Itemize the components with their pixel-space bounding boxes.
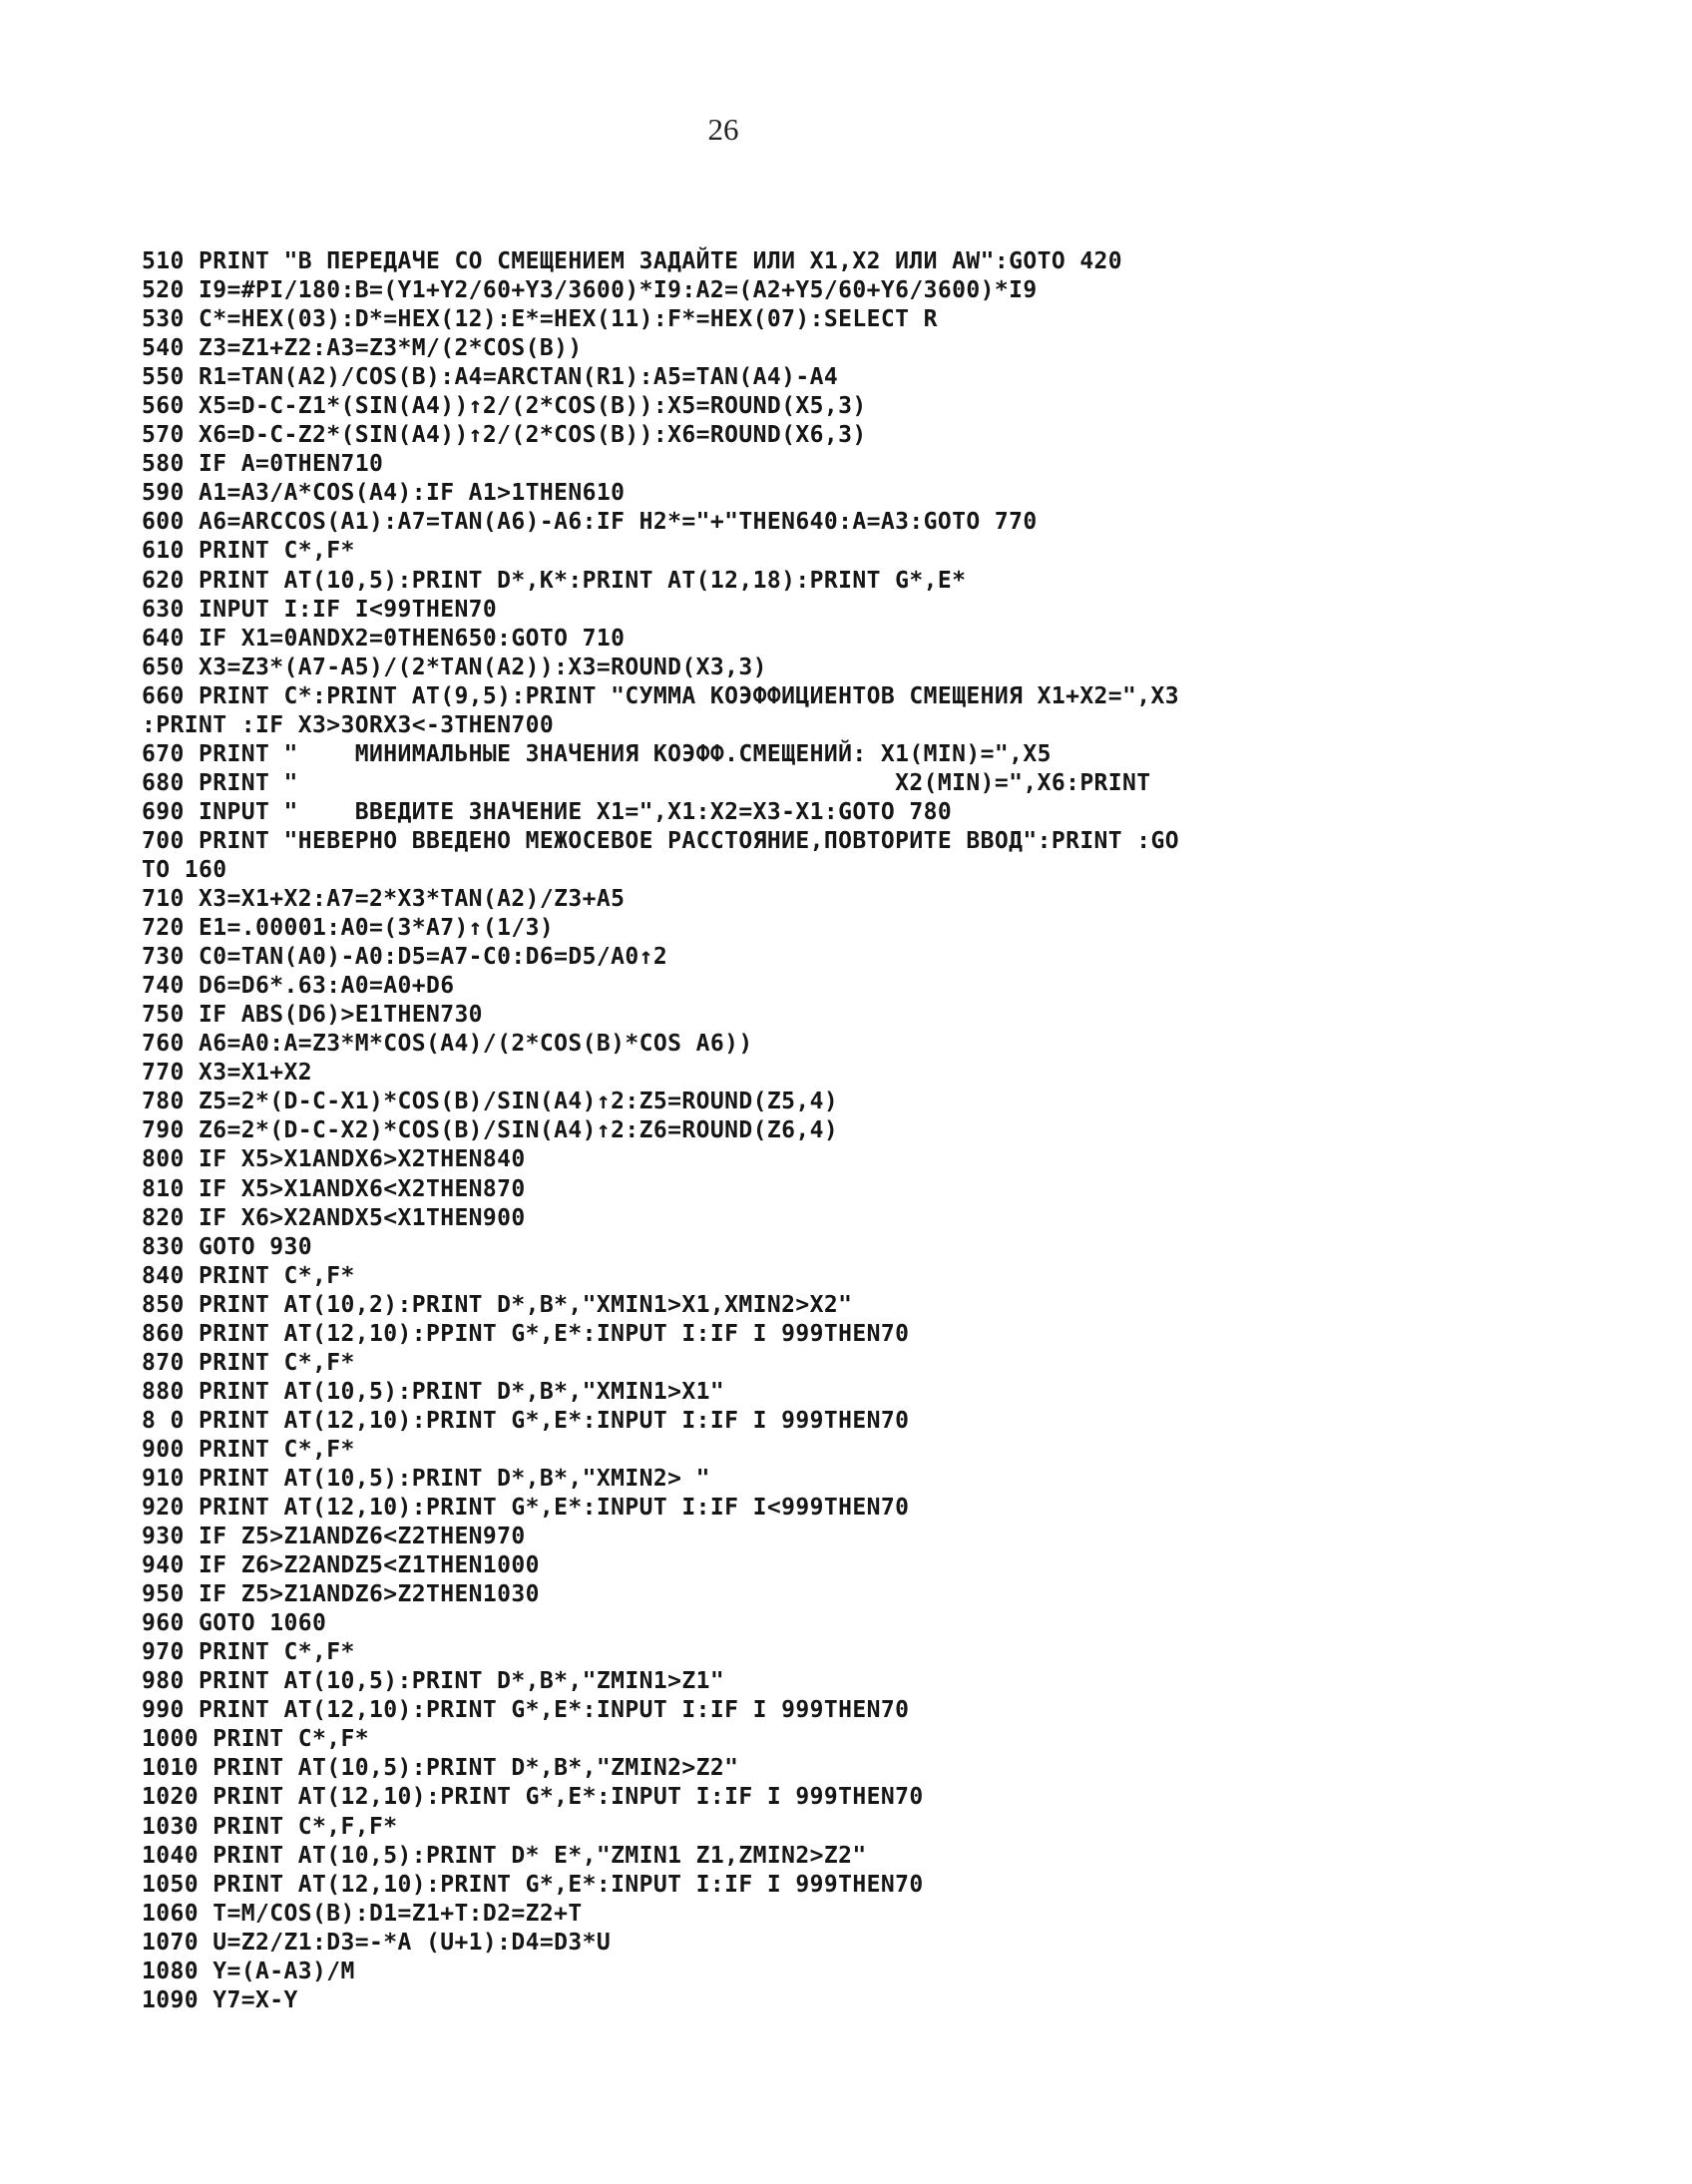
- code-line: 980 PRINT AT(10,5):PRINT D*,B*,"ZMIN1>Z1": [142, 1668, 725, 1695]
- code-line: 560 X5=D-C-Z1*(SIN(A4))↑2/(2*COS(B)):X5=ROUND(X5,3): [142, 393, 867, 420]
- code-line: 750 IF ABS(D6)>E1THEN730: [142, 1002, 483, 1029]
- code-line: 510 PRINT "В ПЕРЕДАЧЕ СО СМЕЩЕНИЕМ ЗАДАЙТЕ ИЛИ X1,X2 ИЛИ AW":GOTO 420: [142, 248, 1123, 274]
- basic-program-listing: [142, 247, 1598, 2015]
- code-line: 910 PRINT AT(10,5):PRINT D*,B*,"XMIN2> ": [142, 1465, 710, 1492]
- code-line: 790 Z6=2*(D-C-X2)*COS(B)/SIN(A4)↑2:Z6=ROUND(Z6,4): [142, 1117, 839, 1144]
- code-line: 630 INPUT I:IF I<99THEN70: [142, 596, 498, 623]
- code-line: 530 C*=HEX(03):D*=HEX(12):E*=HEX(11):F*=HEX(07):SELECT R: [142, 306, 938, 333]
- code-line: 720 E1=.00001:A0=(3*A7)↑(1/3): [142, 915, 555, 942]
- code-line: 780 Z5=2*(D-C-X1)*COS(B)/SIN(A4)↑2:Z5=ROUND(Z5,4): [142, 1089, 839, 1115]
- code-line: 960 GOTO 1060: [142, 1610, 327, 1637]
- code-line: 680 PRINT " X2(MIN)=",X6:PRINT: [142, 769, 1151, 796]
- code-line: 1050 PRINT AT(12,10):PRINT G*,E*:INPUT I:IF I 999THEN70: [142, 1871, 924, 1898]
- code-line: 850 PRINT AT(10,2):PRINT D*,B*,"XMIN1>X1,XMIN2>X2": [142, 1291, 853, 1318]
- code-line: TO 160: [142, 856, 227, 883]
- code-line: :PRINT :IF X3>3ORX3<-3THEN700: [142, 711, 555, 738]
- code-line: 760 A6=A0:A=Z3*M*COS(A4)/(2*COS(B)*COS A6)): [142, 1031, 753, 1058]
- code-line: 740 D6=D6*.63:A0=A0+D6: [142, 973, 455, 1000]
- code-line: 570 X6=D-C-Z2*(SIN(A4))↑2/(2*COS(B)):X6=ROUND(X6,3): [142, 422, 867, 449]
- code-line: 970 PRINT C*,F*: [142, 1639, 355, 1666]
- code-line: 690 INPUT " ВВЕДИТЕ ЗНАЧЕНИЕ X1=",X1:X2=X3-X1:GOTO 780: [142, 798, 953, 825]
- code-line: 1010 PRINT AT(10,5):PRINT D*,B*,"ZMIN2>Z2": [142, 1755, 739, 1782]
- code-line: 770 X3=X1+X2: [142, 1060, 312, 1087]
- code-line: 540 Z3=Z1+Z2:A3=Z3*M/(2*COS(B)): [142, 335, 583, 362]
- code-line: 830 GOTO 930: [142, 1233, 312, 1260]
- code-line: 620 PRINT AT(10,5):PRINT D*,K*:PRINT AT(12,18):PRINT G*,E*: [142, 567, 967, 594]
- code-line: 840 PRINT C*,F*: [142, 1262, 355, 1289]
- code-line: 810 IF X5>X1ANDX6<X2THEN870: [142, 1175, 526, 1202]
- code-line: 1000 PRINT C*,F*: [142, 1726, 369, 1753]
- code-line: 1070 U=Z2/Z1:D3=-*A (U+1):D4=D3*U: [142, 1929, 612, 1956]
- code-line: 650 X3=Z3*(A7-A5)/(2*TAN(A2)):X3=ROUND(X3,3): [142, 654, 767, 680]
- code-line: 880 PRINT AT(10,5):PRINT D*,B*,"XMIN1>X1": [142, 1378, 725, 1405]
- code-line: 520 I9=#PI/180:B=(Y1+Y2/60+Y3/3600)*I9:A2=(A2+Y5/60+Y6/3600)*I9: [142, 277, 1038, 304]
- code-line: 940 IF Z6>Z2ANDZ5<Z1THEN1000: [142, 1552, 540, 1579]
- code-line: 700 PRINT "НЕВЕРНО ВВЕДЕНО МЕЖОСЕВОЕ РАССТОЯНИЕ,ПОВТОРИТЕ ВВОД":PRINT :GO: [142, 827, 1180, 854]
- code-line: 860 PRINT AT(12,10):PPINT G*,E*:INPUT I:IF I 999THEN70: [142, 1320, 910, 1347]
- code-line: 1090 Y7=X-Y: [142, 1986, 298, 2013]
- code-line: 990 PRINT AT(12,10):PRINT G*,E*:INPUT I:IF I 999THEN70: [142, 1697, 910, 1724]
- code-line: 600 A6=ARCCOS(A1):A7=TAN(A6)-A6:IF H2*="+"THEN640:A=A3:GOTO 770: [142, 509, 1038, 536]
- code-line: 550 R1=TAN(A2)/COS(B):A4=ARCTAN(R1):A5=TAN(A4)-A4: [142, 364, 839, 391]
- code-line: 820 IF X6>X2ANDX5<X1THEN900: [142, 1204, 526, 1231]
- code-line: 590 A1=A3/A*COS(A4):IF A1>1THEN610: [142, 480, 626, 507]
- code-line: 870 PRINT C*,F*: [142, 1349, 355, 1376]
- code-line: 640 IF X1=0ANDX2=0THEN650:GOTO 710: [142, 625, 626, 652]
- code-line: 950 IF Z5>Z1ANDZ6>Z2THEN1030: [142, 1581, 540, 1608]
- code-line: 730 C0=TAN(A0)-A0:D5=A7-C0:D6=D5/A0↑2: [142, 944, 668, 971]
- page-number: 26: [707, 112, 739, 147]
- code-line: 930 IF Z5>Z1ANDZ6<Z2THEN970: [142, 1524, 526, 1550]
- code-line: 610 PRINT C*,F*: [142, 538, 355, 565]
- code-line: 1040 PRINT AT(10,5):PRINT D* E*,"ZMIN1 Z1,ZMIN2>Z2": [142, 1842, 867, 1869]
- code-line: 580 IF A=0THEN710: [142, 451, 384, 478]
- code-line: 670 PRINT " МИНИМАЛЬНЫЕ ЗНАЧЕНИЯ КОЭФФ.СМЕЩЕНИЙ: X1(MIN)=",X5: [142, 740, 1052, 767]
- code-line: 660 PRINT C*:PRINT AT(9,5):PRINT "СУММА КОЭФФИЦИЕНТОВ СМЕЩЕНИЯ X1+X2=",X3: [142, 682, 1180, 709]
- code-line: 8 0 PRINT AT(12,10):PRINT G*,E*:INPUT I:IF I 999THEN70: [142, 1407, 910, 1434]
- code-line: 1080 Y=(A-A3)/M: [142, 1958, 355, 1984]
- code-line: 900 PRINT C*,F*: [142, 1436, 355, 1463]
- code-line: 1060 T=M/COS(B):D1=Z1+T:D2=Z2+T: [142, 1900, 583, 1927]
- code-line: 1030 PRINT C*,F,F*: [142, 1813, 398, 1840]
- code-line: 800 IF X5>X1ANDX6>X2THEN840: [142, 1146, 526, 1173]
- code-line: 1020 PRINT AT(12,10):PRINT G*,E*:INPUT I:IF I 999THEN70: [142, 1784, 924, 1811]
- code-line: 920 PRINT AT(12,10):PRINT G*,E*:INPUT I:IF I<999THEN70: [142, 1495, 910, 1522]
- code-line: 710 X3=X1+X2:A7=2*X3*TAN(A2)/Z3+A5: [142, 886, 626, 913]
